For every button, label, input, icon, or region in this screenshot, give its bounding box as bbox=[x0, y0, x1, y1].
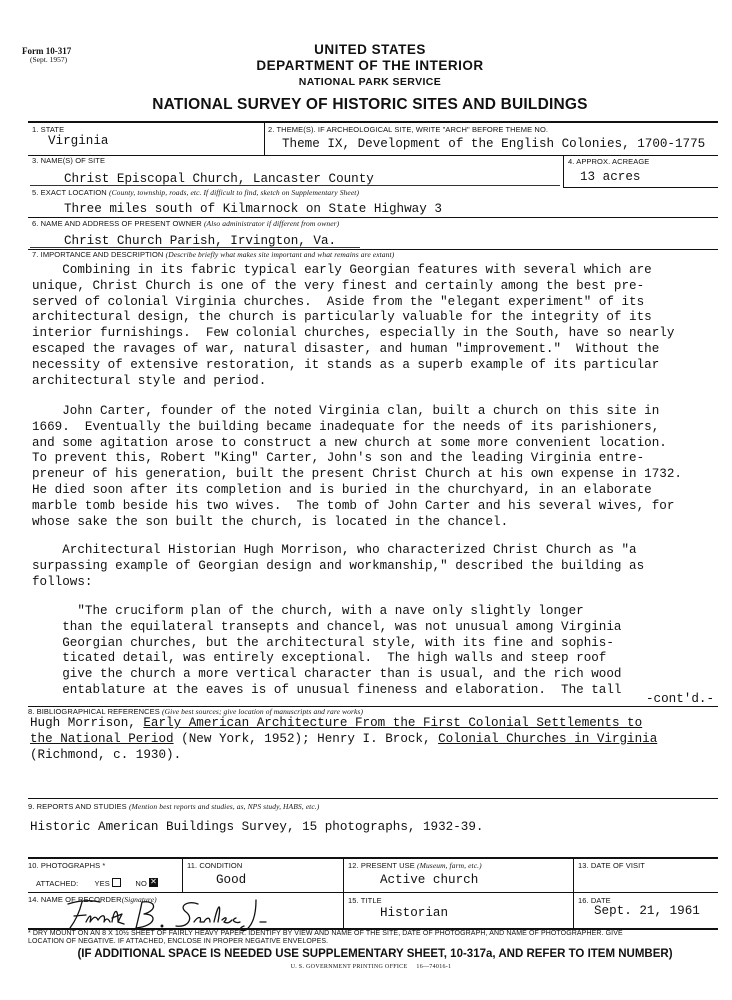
bibliography-label: 8. BIBLIOGRAPHICAL REFERENCES (Give best sources; give location of manuscripts and rare works) bbox=[28, 707, 364, 716]
theme-label: 2. THEME(S). IF ARCHEOLOGICAL SITE, WRITE "ARCH" BEFORE THEME NO. bbox=[268, 125, 549, 134]
text-line: To prevent this, Robert "King" Carter, John's son and the leading Virginia entre- bbox=[32, 451, 645, 466]
footer-note-1: * DRY MOUNT ON AN 8 X 10½ SHEET OF FAIRLY HEAVY PAPER. IDENTIFY BY VIEW AND NAME OF THE SITE, DATE OF PHOTOGRAPH, AND NAME OF PHOTOGRAPHER. GIVE bbox=[28, 930, 623, 937]
divider-v-10 bbox=[182, 857, 183, 892]
form-number: Form 10-317 bbox=[22, 46, 72, 56]
text-line: whose sake the son built the church, is located in the chancel. bbox=[32, 514, 509, 529]
continued-marker: -cont'd.- bbox=[646, 692, 715, 706]
location-hint: (County, township, roads, etc. If difficult to find, sketch on Supplementary Sheet) bbox=[108, 188, 360, 197]
title-value: Historian bbox=[380, 906, 449, 920]
text-line: preneur of his generation, built the present Christ Church at his own expense in 1732. bbox=[32, 467, 682, 482]
text-line: follows: bbox=[32, 574, 93, 589]
state-value: Virginia bbox=[48, 134, 109, 148]
reports-value: Historic American Buildings Survey, 15 photographs, 1932-39. bbox=[30, 820, 484, 834]
reports-hint: (Mention best reports and studies, as, NPS study, HABS, etc.) bbox=[128, 802, 320, 811]
divider-v-state bbox=[264, 121, 265, 155]
text-line: marble tomb beside his two wives. The tomb of John Carter and his several wives, for bbox=[32, 498, 675, 513]
date-label: 16. DATE bbox=[578, 896, 611, 905]
book-title: Colonial Churches in Virginia bbox=[438, 731, 658, 746]
state-label: 1. STATE bbox=[32, 125, 65, 134]
importance-paragraph-2 bbox=[32, 404, 716, 530]
owner-underline bbox=[30, 247, 360, 248]
header-line3: NATIONAL PARK SERVICE bbox=[298, 76, 442, 88]
site-name-label: 3. NAME(S) OF SITE bbox=[32, 156, 106, 165]
text-line: He died soon after its completion and is buried in the churchyard, in an elaborate bbox=[32, 482, 652, 497]
divider-v-acreage bbox=[563, 155, 564, 187]
form-date: (Sept. 1957) bbox=[30, 55, 68, 64]
text-line: surpassing example of Georgian design and workmanship," described the building as bbox=[32, 558, 645, 573]
present-use-hint: (Museum, farm, etc.) bbox=[417, 861, 482, 870]
footer-note-2: LOCATION OF NEGATIVE. IF ATTACHED, ENCLOSE IN PROPER NEGATIVE ENVELOPES. bbox=[28, 938, 329, 945]
divider-row8 bbox=[28, 798, 718, 799]
text-line: and some agitation arose to construct a new church at some more convenient location. bbox=[32, 435, 667, 450]
owner-label: 6. NAME AND ADDRESS OF PRESENT OWNER (Also administrator if different from owner) bbox=[32, 219, 340, 228]
footer-additional: (IF ADDITIONAL SPACE IS NEEDED USE SUPPLEMENTARY SHEET, 10-317a, AND REFER TO ITEM NUMBER) bbox=[77, 948, 673, 960]
acreage-value: 13 acres bbox=[580, 170, 641, 184]
owner-value: Christ Church Parish, Irvington, Va. bbox=[64, 234, 337, 248]
divider-top bbox=[28, 121, 718, 123]
bibliography-text bbox=[30, 716, 714, 763]
owner-hint: (Also administrator if different from owner) bbox=[203, 219, 340, 228]
present-use-value: Active church bbox=[380, 873, 479, 887]
bibliography-hint: (Give best sources; give location of manuscripts and rare works) bbox=[162, 707, 364, 716]
visit-date-label: 13. DATE OF VISIT bbox=[578, 861, 645, 870]
text-line: escaped the ravages of war, natural disaster, and human "improvement." Without the bbox=[32, 341, 660, 356]
text-line: Combining in its fabric typical early Georgian features with several which are bbox=[32, 263, 652, 277]
present-use-label: 12. PRESENT USE (Museum, farm, etc.) bbox=[348, 861, 482, 870]
importance-label: 7. IMPORTANCE AND DESCRIPTION (Describe briefly what makes site important and what remains are extant) bbox=[32, 250, 395, 259]
text-line: Architectural Historian Hugh Morrison, who characterized Christ Church as "a bbox=[32, 543, 637, 557]
date-value: Sept. 21, 1961 bbox=[594, 904, 700, 918]
importance-hint: (Describe briefly what makes site important and what remains are extant) bbox=[165, 250, 395, 259]
book-title: Early American Architecture From the First Colonial Settlements to bbox=[143, 716, 643, 730]
text-line: 1669. Eventually the building became inadequate for the needs of its parishioners, bbox=[32, 419, 660, 434]
importance-paragraph-1 bbox=[32, 263, 716, 389]
site-name-underline bbox=[30, 185, 560, 186]
text-line: give the church a more vertical character than is usual, and the rich wood bbox=[32, 667, 622, 682]
text-line: unique, Christ Church is one of the very finest and certainly among the best pre- bbox=[32, 278, 645, 293]
photographs-no-label: NO bbox=[135, 879, 147, 888]
page-title: NATIONAL SURVEY OF HISTORIC SITES AND BUILDINGS bbox=[152, 96, 588, 113]
location-value: Three miles south of Kilmarnock on State Highway 3 bbox=[64, 202, 442, 216]
photographs-yes-label: YES bbox=[94, 879, 110, 888]
theme-value: Theme IX, Development of the English Colonies, 1700-1775 bbox=[282, 137, 706, 151]
condition-value: Good bbox=[216, 873, 247, 887]
recorder-hint: (Signature) bbox=[121, 895, 157, 904]
text-line: interior furnishings. Few colonial churches, especially in the South, have so nearly bbox=[32, 326, 675, 341]
text-line: the National Period (New York, 1952); Henry I. Brock, Colonial Churches in Virginia bbox=[30, 731, 658, 746]
footer-printer: U. S. GOVERNMENT PRINTING OFFICE 16—74016-1 bbox=[290, 964, 452, 970]
divider-row5 bbox=[28, 217, 718, 218]
divider-v-15 bbox=[573, 892, 574, 928]
divider-row3 bbox=[563, 187, 718, 188]
photographs-yes-checkbox[interactable] bbox=[112, 878, 121, 887]
header-line1: UNITED STATES bbox=[314, 42, 426, 57]
text-line: ticated detail, was entirely exceptional. The high walls and steep roof bbox=[32, 651, 607, 666]
text-line: than the equilateral transepts and chancel, was not unusual among Virginia bbox=[32, 619, 622, 634]
divider-row9 bbox=[28, 857, 718, 859]
text-line: necessity of extensive restoration, it stands as a superb example of its particular bbox=[32, 357, 660, 372]
title-label: 15. TITLE bbox=[348, 896, 382, 905]
text-line: (Richmond, c. 1930). bbox=[30, 747, 182, 762]
text-line: entablature at the eaves is of unusual fineness and elaboration. The tall bbox=[32, 682, 622, 697]
importance-paragraph-3 bbox=[32, 543, 716, 590]
book-title: the National Period bbox=[30, 731, 174, 746]
text-line: "The cruciform plan of the church, with a nave only slightly longer bbox=[32, 604, 584, 618]
location-label: 5. EXACT LOCATION (County, township, roads, etc. If difficult to find, sketch on Supplementary Sheet) bbox=[32, 188, 360, 197]
acreage-label: 4. APPROX. ACREAGE bbox=[568, 157, 650, 166]
reports-label: 9. REPORTS AND STUDIES (Mention best reports and studies, as, NPS study, HABS, etc.) bbox=[28, 802, 320, 811]
recorder-label: 14. NAME OF RECORDER(Signature) bbox=[28, 895, 157, 904]
text-line: architectural style and period. bbox=[32, 373, 267, 388]
photographs-attached: ATTACHED: YES NO ✕ bbox=[36, 878, 158, 888]
divider-row1 bbox=[28, 155, 718, 156]
text-line: Georgian churches, but the architectural style, with its fine and sophis- bbox=[32, 635, 614, 650]
text-line: served of colonial Virginia churches. Aside from the "elegant experiment" of its bbox=[32, 294, 645, 309]
text-line: John Carter, founder of the noted Virginia clan, built a church on this site in bbox=[32, 404, 660, 418]
photographs-label: 10. PHOTOGRAPHS * bbox=[28, 861, 106, 870]
header-line2: DEPARTMENT OF THE INTERIOR bbox=[256, 58, 484, 73]
importance-quote bbox=[32, 604, 716, 699]
divider-v-12 bbox=[573, 857, 574, 892]
site-name-value: Christ Episcopal Church, Lancaster County bbox=[64, 172, 374, 186]
divider-v-14 bbox=[343, 892, 344, 928]
condition-label: 11. CONDITION bbox=[187, 861, 243, 870]
photographs-no-checkbox[interactable] bbox=[149, 878, 158, 887]
text-line: Hugh Morrison, Early American Architecture From the First Colonial Settlements to bbox=[30, 716, 643, 730]
text-line: architectural design, the church is particularly valuable for the integrity of its bbox=[32, 310, 652, 325]
divider-v-11 bbox=[343, 857, 344, 892]
